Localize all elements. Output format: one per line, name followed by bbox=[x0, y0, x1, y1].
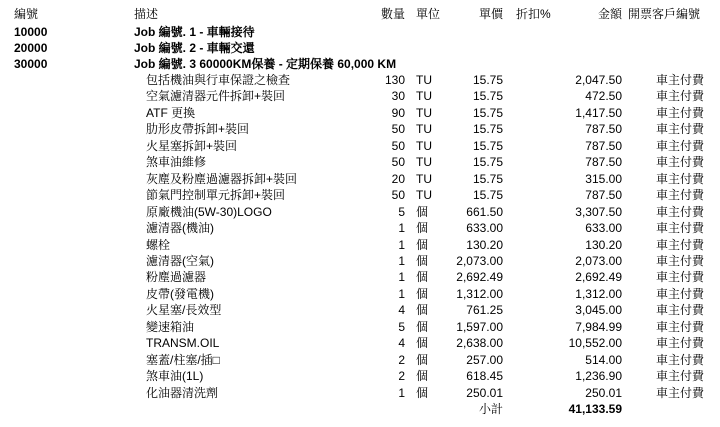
item-payer: 車主付費 bbox=[655, 122, 704, 136]
item-unit-price: 15.75 bbox=[472, 172, 503, 186]
item-row bbox=[0, 88, 720, 104]
item-payer: 車主付費 bbox=[655, 336, 704, 350]
item-row bbox=[0, 385, 720, 401]
item-description: TRANSM.OIL bbox=[146, 336, 220, 350]
item-amount: 787.50 bbox=[585, 155, 622, 169]
item-unit: 個 bbox=[416, 221, 429, 235]
item-quantity: 90 bbox=[391, 106, 405, 120]
item-amount: 10,552.00 bbox=[568, 336, 622, 350]
item-payer: 車主付費 bbox=[655, 270, 704, 284]
header-payer: 開票客戶編號 bbox=[628, 7, 701, 21]
item-row bbox=[0, 154, 720, 170]
item-amount: 787.50 bbox=[585, 139, 622, 153]
item-amount: 130.20 bbox=[585, 238, 622, 252]
item-description: 粉塵過濾器 bbox=[146, 270, 207, 284]
item-unit-price: 15.75 bbox=[472, 188, 503, 202]
item-unit: 個 bbox=[416, 254, 429, 268]
item-description: 原廠機油(5W-30)LOGO bbox=[146, 205, 272, 219]
item-payer: 車主付費 bbox=[655, 205, 704, 219]
item-unit: TU bbox=[416, 106, 432, 120]
item-description: 灰塵及粉塵過濾器拆卸+裝回 bbox=[146, 172, 298, 186]
item-row bbox=[0, 105, 720, 121]
item-payer: 車主付費 bbox=[655, 254, 704, 268]
item-description: 節氣門控制單元拆卸+裝回 bbox=[146, 188, 286, 202]
item-unit: 個 bbox=[416, 303, 429, 317]
item-description: 變速箱油 bbox=[146, 320, 195, 334]
item-unit-price: 15.75 bbox=[472, 89, 503, 103]
item-amount: 250.01 bbox=[585, 386, 622, 400]
item-unit: 個 bbox=[416, 369, 429, 383]
item-unit: 個 bbox=[416, 320, 429, 334]
item-quantity: 1 bbox=[398, 287, 405, 301]
item-unit-price: 2,692.49 bbox=[456, 270, 503, 284]
header-code: 編號 bbox=[14, 7, 39, 21]
item-payer: 車主付費 bbox=[655, 353, 704, 367]
item-description: 塞蓋/柱塞/插□ bbox=[146, 353, 220, 367]
item-payer: 車主付費 bbox=[655, 73, 704, 87]
item-unit-price: 633.00 bbox=[466, 221, 503, 235]
item-amount: 7,984.99 bbox=[575, 320, 622, 334]
item-unit-price: 1,312.00 bbox=[456, 287, 503, 301]
item-description: 肋形皮帶拆卸+裝回 bbox=[146, 122, 250, 136]
item-quantity: 50 bbox=[391, 139, 405, 153]
item-quantity: 5 bbox=[398, 320, 405, 334]
item-unit: 個 bbox=[416, 336, 429, 350]
item-quantity: 1 bbox=[398, 238, 405, 252]
item-unit: TU bbox=[416, 122, 432, 136]
header-amount: 金額 bbox=[597, 7, 622, 21]
item-unit-price: 257.00 bbox=[466, 353, 503, 367]
item-amount: 315.00 bbox=[585, 172, 622, 186]
job-code: 20000 bbox=[14, 41, 48, 55]
item-amount: 1,236.90 bbox=[575, 369, 622, 383]
item-amount: 1,312.00 bbox=[575, 287, 622, 301]
item-description: ATF 更換 bbox=[146, 106, 196, 120]
item-row bbox=[0, 368, 720, 384]
item-quantity: 2 bbox=[398, 369, 405, 383]
item-description: 火星塞拆卸+裝回 bbox=[146, 139, 238, 153]
item-description: 螺栓 bbox=[146, 238, 171, 252]
table-header bbox=[0, 6, 720, 22]
item-payer: 車主付費 bbox=[655, 139, 704, 153]
item-payer: 車主付費 bbox=[655, 386, 704, 400]
item-unit-price: 15.75 bbox=[472, 122, 503, 136]
job-row bbox=[0, 40, 720, 56]
item-quantity: 50 bbox=[391, 155, 405, 169]
job-row bbox=[0, 56, 720, 72]
item-description: 火星塞/長效型 bbox=[146, 303, 222, 317]
item-amount: 787.50 bbox=[585, 122, 622, 136]
item-quantity: 1 bbox=[398, 270, 405, 284]
item-payer: 車主付費 bbox=[655, 155, 704, 169]
item-row bbox=[0, 187, 720, 203]
item-row bbox=[0, 335, 720, 351]
item-description: 濾清器(機油) bbox=[146, 221, 214, 235]
item-payer: 車主付費 bbox=[655, 369, 704, 383]
job-row bbox=[0, 24, 720, 40]
item-unit: 個 bbox=[416, 205, 429, 219]
item-description: 包括機油與行車保證之檢查 bbox=[146, 73, 291, 87]
item-quantity: 5 bbox=[398, 205, 405, 219]
job-code: 10000 bbox=[14, 25, 48, 39]
item-amount: 2,692.49 bbox=[575, 270, 622, 284]
item-row bbox=[0, 237, 720, 253]
header-unit-price: 單價 bbox=[478, 7, 503, 21]
item-payer: 車主付費 bbox=[655, 89, 704, 103]
job-description: Job 編號. 3 60000KM保養 - 定期保養 60,000 KM bbox=[134, 57, 397, 71]
item-amount: 1,417.50 bbox=[575, 106, 622, 120]
item-amount: 3,045.00 bbox=[575, 303, 622, 317]
item-payer: 車主付費 bbox=[655, 320, 704, 334]
item-amount: 3,307.50 bbox=[575, 205, 622, 219]
item-amount: 2,047.50 bbox=[575, 73, 622, 87]
item-unit-price: 130.20 bbox=[466, 238, 503, 252]
item-unit-price: 2,638.00 bbox=[456, 336, 503, 350]
item-unit-price: 661.50 bbox=[466, 205, 503, 219]
subtotal-row bbox=[0, 401, 720, 417]
item-unit-price: 15.75 bbox=[472, 73, 503, 87]
item-payer: 車主付費 bbox=[655, 221, 704, 235]
item-amount: 633.00 bbox=[585, 221, 622, 235]
item-row bbox=[0, 352, 720, 368]
item-row bbox=[0, 204, 720, 220]
item-description: 空氣濾清器元件拆卸+裝回 bbox=[146, 89, 286, 103]
job-code: 30000 bbox=[14, 57, 48, 71]
item-unit: 個 bbox=[416, 353, 429, 367]
item-description: 化油器清洗劑 bbox=[146, 386, 219, 400]
item-unit: TU bbox=[416, 89, 432, 103]
item-amount: 2,073.00 bbox=[575, 254, 622, 268]
header-discount: 折扣% bbox=[516, 7, 551, 21]
item-unit: 個 bbox=[416, 287, 429, 301]
job-description: Job 編號. 1 - 車輛接待 bbox=[134, 25, 255, 39]
item-row bbox=[0, 253, 720, 269]
item-unit-price: 15.75 bbox=[472, 106, 503, 120]
item-amount: 472.50 bbox=[585, 89, 622, 103]
item-description: 皮帶(發電機) bbox=[146, 287, 214, 301]
item-amount: 514.00 bbox=[585, 353, 622, 367]
item-unit-price: 15.75 bbox=[472, 139, 503, 153]
item-description: 煞車油維修 bbox=[146, 155, 207, 169]
item-quantity: 4 bbox=[398, 336, 405, 350]
item-description: 煞車油(1L) bbox=[146, 369, 204, 383]
item-quantity: 1 bbox=[398, 221, 405, 235]
item-row bbox=[0, 302, 720, 318]
item-unit-price: 2,073.00 bbox=[456, 254, 503, 268]
item-payer: 車主付費 bbox=[655, 287, 704, 301]
item-quantity: 1 bbox=[398, 254, 405, 268]
item-payer: 車主付費 bbox=[655, 188, 704, 202]
item-unit: TU bbox=[416, 155, 432, 169]
item-unit-price: 618.45 bbox=[466, 369, 503, 383]
item-quantity: 50 bbox=[391, 122, 405, 136]
item-row bbox=[0, 319, 720, 335]
item-row bbox=[0, 171, 720, 187]
item-unit-price: 1,597.00 bbox=[456, 320, 503, 334]
item-row bbox=[0, 121, 720, 137]
item-payer: 車主付費 bbox=[655, 106, 704, 120]
item-quantity: 1 bbox=[398, 386, 405, 400]
item-row bbox=[0, 286, 720, 302]
item-unit: TU bbox=[416, 73, 432, 87]
item-payer: 車主付費 bbox=[655, 238, 704, 252]
item-quantity: 50 bbox=[391, 188, 405, 202]
item-unit-price: 761.25 bbox=[466, 303, 503, 317]
item-row bbox=[0, 72, 720, 88]
item-unit-price: 15.75 bbox=[472, 155, 503, 169]
item-amount: 787.50 bbox=[585, 188, 622, 202]
subtotal-label: 小計 bbox=[478, 402, 503, 416]
item-quantity: 20 bbox=[391, 172, 405, 186]
subtotal-value: 41,133.59 bbox=[568, 402, 622, 416]
item-row bbox=[0, 220, 720, 236]
item-row bbox=[0, 269, 720, 285]
item-quantity: 4 bbox=[398, 303, 405, 317]
item-row bbox=[0, 138, 720, 154]
item-description: 濾清器(空氣) bbox=[146, 254, 214, 268]
item-payer: 車主付費 bbox=[655, 172, 704, 186]
item-unit: TU bbox=[416, 188, 432, 202]
item-unit-price: 250.01 bbox=[466, 386, 503, 400]
item-unit: 個 bbox=[416, 386, 429, 400]
item-unit: TU bbox=[416, 172, 432, 186]
item-unit: TU bbox=[416, 139, 432, 153]
item-quantity: 130 bbox=[384, 73, 405, 87]
item-quantity: 2 bbox=[398, 353, 405, 367]
item-quantity: 30 bbox=[391, 89, 405, 103]
header-description: 描述 bbox=[134, 7, 159, 21]
item-payer: 車主付費 bbox=[655, 303, 704, 317]
header-unit: 單位 bbox=[416, 7, 441, 21]
item-unit: 個 bbox=[416, 270, 429, 284]
item-unit: 個 bbox=[416, 238, 429, 252]
job-description: Job 編號. 2 - 車輛交還 bbox=[134, 41, 255, 55]
header-quantity: 數量 bbox=[380, 7, 405, 21]
